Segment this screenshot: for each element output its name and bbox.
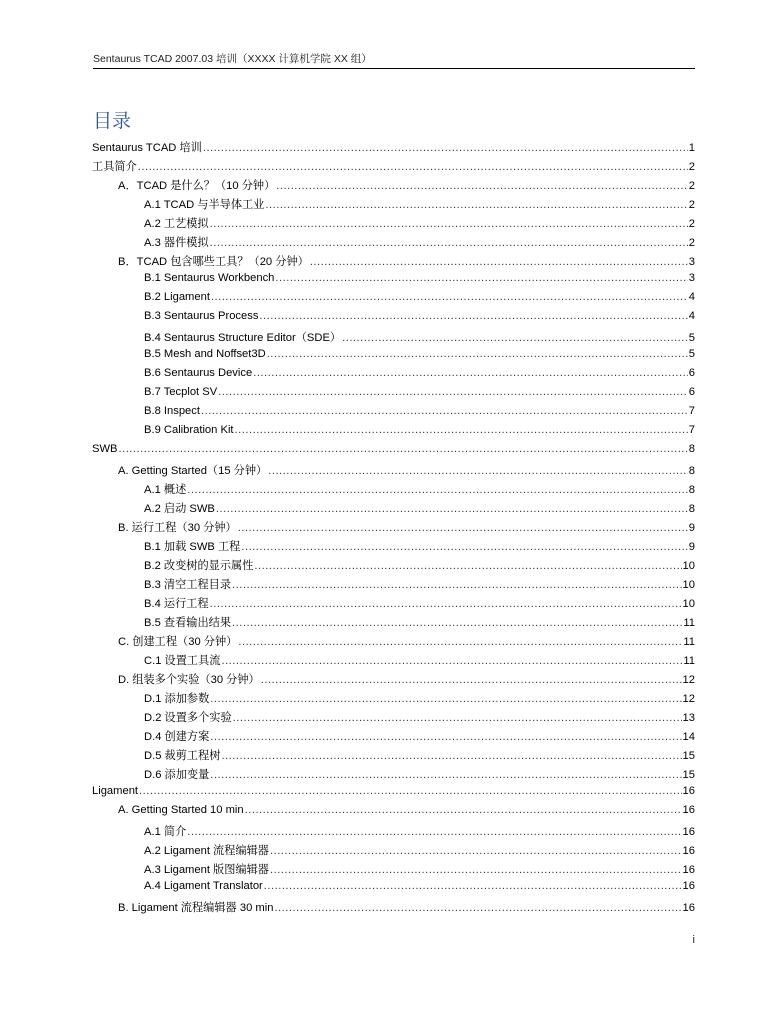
footer-page-number: i: [692, 934, 695, 946]
toc-entry-label: A. Getting Started（15 分钟）: [118, 465, 268, 477]
toc-entry-label: A.1 TCAD 与半导体工业: [144, 199, 265, 211]
toc-entry-page: 7: [688, 405, 695, 417]
toc-entry[interactable]: [92, 272, 695, 291]
toc-entry-page: 2: [688, 218, 695, 230]
toc-title: 目录: [93, 110, 132, 132]
toc-entry[interactable]: [92, 253, 695, 272]
dot-leader: [203, 142, 688, 154]
toc-entry[interactable]: [92, 215, 695, 234]
dot-leader: [118, 443, 687, 455]
dot-leader: [270, 864, 682, 876]
toc-entry-page: 11: [683, 636, 695, 648]
toc-entry-label: A.2 启动 SWB: [144, 503, 215, 515]
dot-leader: [276, 180, 688, 192]
dot-leader: [268, 465, 688, 477]
toc-entry[interactable]: [92, 139, 695, 158]
toc-entry[interactable]: [92, 158, 695, 177]
toc-entry-label: D.1 添加参数: [144, 693, 210, 705]
toc-entry-label: C. 创建工程（30 分钟）: [118, 636, 238, 648]
toc-entry[interactable]: [92, 861, 695, 880]
toc-entry-label: D.2 设置多个实验: [144, 712, 232, 724]
toc-entry[interactable]: [92, 728, 695, 747]
dot-leader: [210, 218, 688, 230]
toc-entry-page: 5: [688, 348, 695, 360]
table-of-contents: [92, 139, 695, 918]
toc-entry[interactable]: [92, 500, 695, 519]
toc-entry[interactable]: [92, 595, 695, 614]
dot-leader: [275, 272, 687, 284]
toc-entry-page: 6: [688, 367, 695, 379]
toc-entry-page: 12: [682, 674, 695, 686]
toc-entry-label: B.2 改变树的显示属性: [144, 560, 254, 572]
toc-entry-page: 16: [682, 864, 695, 876]
toc-entry[interactable]: [92, 329, 695, 348]
dot-leader: [139, 785, 682, 797]
toc-entry[interactable]: [92, 690, 695, 709]
toc-entry-page: 2: [688, 180, 695, 192]
dot-leader: [187, 826, 681, 838]
dot-leader: [267, 348, 688, 360]
toc-entry-label: Ligament: [92, 785, 139, 797]
toc-entry[interactable]: [92, 538, 695, 557]
toc-entry-label: B. Ligament 流程编辑器 30 min: [118, 902, 274, 914]
page-header: Sentaurus TCAD 2007.03 培训（XXXX 计算机学院 XX 组）: [93, 52, 695, 69]
dot-leader: [210, 693, 681, 705]
dot-leader: [221, 655, 682, 667]
toc-entry[interactable]: [92, 443, 695, 462]
toc-entry-page: 8: [688, 443, 695, 455]
toc-entry-page: 1: [688, 142, 695, 154]
toc-entry-label: B.8 Inspect: [144, 405, 200, 417]
toc-entry-page: 16: [682, 880, 695, 892]
dot-leader: [264, 880, 682, 892]
toc-entry-page: 16: [682, 902, 695, 914]
dot-leader: [245, 804, 682, 816]
toc-entry-page: 9: [688, 541, 695, 553]
toc-entry[interactable]: [92, 348, 695, 367]
toc-entry[interactable]: [92, 899, 695, 918]
dot-leader: [201, 405, 688, 417]
dot-leader: [235, 424, 688, 436]
toc-entry[interactable]: [92, 177, 695, 196]
dot-leader: [342, 332, 688, 344]
dot-leader: [238, 636, 682, 648]
dot-leader: [238, 522, 688, 534]
toc-entry[interactable]: [92, 310, 695, 329]
toc-entry-label: A.4 Ligament Translator: [144, 880, 263, 892]
dot-leader: [259, 310, 687, 322]
toc-entry-page: 15: [682, 769, 695, 781]
toc-entry-label: D.6 添加变量: [144, 769, 210, 781]
toc-entry-label: A. Getting Started 10 min: [118, 804, 244, 816]
toc-entry[interactable]: [92, 804, 695, 823]
toc-entry[interactable]: [92, 481, 695, 500]
toc-entry-label: B.2 Ligament: [144, 291, 210, 303]
toc-entry-label: B．TCAD 包含哪些工具？（20 分钟）: [118, 256, 309, 268]
dot-leader: [221, 750, 681, 762]
dot-leader: [253, 367, 688, 379]
toc-entry-label: A．TCAD 是什么？（10 分钟）: [118, 180, 276, 192]
toc-entry-page: 2: [688, 237, 695, 249]
toc-entry[interactable]: [92, 557, 695, 576]
dot-leader: [233, 712, 682, 724]
toc-entry-page: 14: [682, 731, 695, 743]
toc-entry[interactable]: [92, 633, 695, 652]
toc-entry-page: 5: [688, 332, 695, 344]
toc-entry-page: 4: [688, 310, 695, 322]
toc-entry[interactable]: [92, 386, 695, 405]
toc-entry-label: D.4 创建方案: [144, 731, 210, 743]
toc-entry[interactable]: [92, 291, 695, 310]
toc-entry[interactable]: [92, 709, 695, 728]
toc-entry-page: 16: [682, 804, 695, 816]
toc-entry-page: 11: [683, 617, 695, 629]
toc-entry-label: SWB: [92, 443, 118, 455]
dot-leader: [216, 503, 688, 515]
toc-entry[interactable]: [92, 671, 695, 690]
toc-entry-label: D. 组装多个实验（30 分钟）: [118, 674, 260, 686]
dot-leader: [265, 199, 687, 211]
toc-entry[interactable]: [92, 652, 695, 671]
toc-entry-page: 12: [682, 693, 695, 705]
toc-entry-page: 2: [688, 199, 695, 211]
toc-entry-page: 15: [682, 750, 695, 762]
toc-entry-label: A.2 工艺模拟: [144, 218, 209, 230]
toc-entry[interactable]: [92, 234, 695, 253]
dot-leader: [210, 237, 688, 249]
dot-leader: [232, 617, 682, 629]
toc-entry-label: A.1 简介: [144, 826, 187, 838]
toc-entry-label: B.7 Tecplot SV: [144, 386, 218, 398]
dot-leader: [218, 386, 688, 398]
toc-entry-page: 10: [682, 598, 695, 610]
toc-entry-label: D.5 裁剪工程树: [144, 750, 221, 762]
dot-leader: [261, 674, 682, 686]
toc-entry-label: B.4 Sentaurus Structure Editor（SDE）: [144, 332, 342, 344]
dot-leader: [211, 291, 688, 303]
toc-entry-label: B.3 Sentaurus Process: [144, 310, 259, 322]
toc-entry[interactable]: [92, 766, 695, 785]
toc-entry[interactable]: [92, 424, 695, 443]
toc-entry-label: B.1 加载 SWB 工程: [144, 541, 241, 553]
toc-entry-label: A.1 概述: [144, 484, 187, 496]
toc-entry-page: 9: [688, 522, 695, 534]
toc-entry-label: C.1 设置工具流: [144, 655, 221, 667]
toc-entry-label: A.2 Ligament 流程编辑器: [144, 845, 269, 857]
dot-leader: [241, 541, 687, 553]
toc-entry-page: 7: [688, 424, 695, 436]
dot-leader: [270, 845, 682, 857]
toc-entry[interactable]: [92, 367, 695, 386]
toc-entry-page: 3: [688, 256, 695, 268]
toc-entry[interactable]: [92, 462, 695, 481]
toc-entry-page: 4: [688, 291, 695, 303]
toc-entry-page: 2: [688, 161, 695, 173]
toc-entry[interactable]: [92, 823, 695, 842]
toc-entry-page: 10: [682, 579, 695, 591]
dot-leader: [254, 560, 681, 572]
toc-entry-page: 6: [688, 386, 695, 398]
toc-entry-page: 16: [682, 785, 695, 797]
toc-entry-label: B.5 查看输出结果: [144, 617, 232, 629]
toc-entry[interactable]: [92, 405, 695, 424]
toc-entry-page: 10: [682, 560, 695, 572]
toc-entry-label: B.5 Mesh and Noffset3D: [144, 348, 266, 360]
dot-leader: [232, 579, 682, 591]
toc-entry-label: B.6 Sentaurus Device: [144, 367, 253, 379]
toc-entry-page: 8: [688, 465, 695, 477]
toc-entry-page: 16: [682, 826, 695, 838]
toc-entry-label: B. 运行工程（30 分钟）: [118, 522, 237, 534]
toc-entry[interactable]: [92, 785, 695, 804]
toc-entry-label: 工具简介: [92, 161, 137, 173]
toc-entry-label: A.3 器件模拟: [144, 237, 209, 249]
toc-entry-label: A.3 Ligament 版图编辑器: [144, 864, 269, 876]
toc-entry-page: 16: [682, 845, 695, 857]
toc-entry[interactable]: [92, 842, 695, 861]
toc-entry-page: 3: [688, 272, 695, 284]
toc-entry-label: Sentaurus TCAD 培训: [92, 142, 202, 154]
dot-leader: [210, 769, 681, 781]
dot-leader: [210, 598, 682, 610]
toc-entry[interactable]: [92, 614, 695, 633]
dot-leader: [187, 484, 687, 496]
toc-entry[interactable]: [92, 576, 695, 595]
toc-entry-label: B.3 清空工程目录: [144, 579, 232, 591]
dot-leader: [274, 902, 681, 914]
toc-entry[interactable]: [92, 519, 695, 538]
toc-entry-label: B.1 Sentaurus Workbench: [144, 272, 275, 284]
dot-leader: [310, 256, 688, 268]
dot-leader: [210, 731, 681, 743]
toc-entry-page: 8: [688, 503, 695, 515]
toc-entry[interactable]: [92, 880, 695, 899]
toc-entry-page: 8: [688, 484, 695, 496]
toc-entry-label: B.9 Calibration Kit: [144, 424, 234, 436]
toc-entry-page: 11: [683, 655, 695, 667]
toc-entry-label: B.4 运行工程: [144, 598, 209, 610]
toc-entry[interactable]: [92, 196, 695, 215]
toc-entry[interactable]: [92, 747, 695, 766]
dot-leader: [138, 161, 688, 173]
toc-entry-page: 13: [682, 712, 695, 724]
